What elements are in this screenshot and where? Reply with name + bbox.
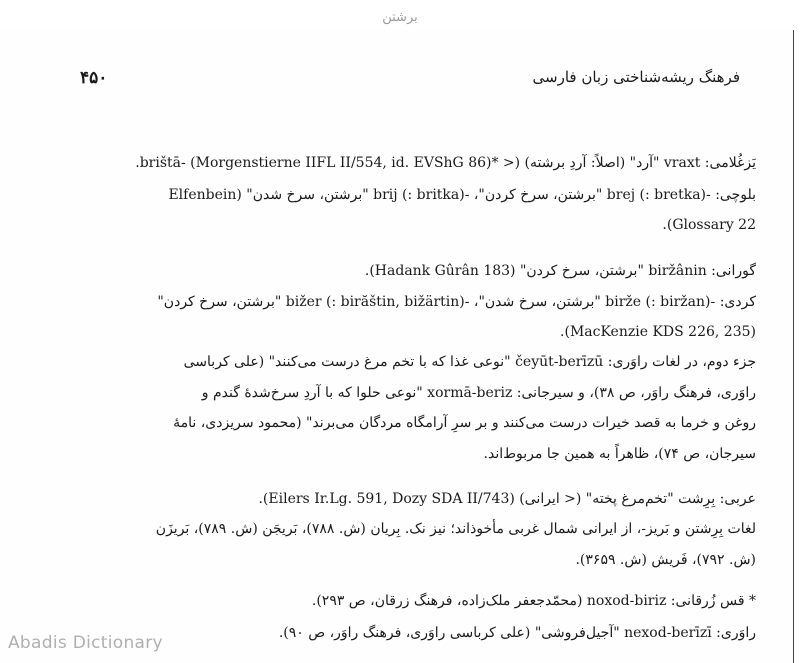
text-line: عربی: بِرِشت "تخم‌مرغ پخته" (< ایرانی) (Eilers Ir.Lg. 591, Dozy SDA II/743). [258, 491, 756, 507]
text-line: راوَری: nexod-berīzī "آجیل‌فروشی" (علی کرباسی راوَری، فرهنگ راوَر، ص ۹۰). [278, 625, 756, 641]
text-line: * قس زُرقانی: noxod-biriz (محمّدجعفر ملک‌زاده، فرهنگ زرقان، ص ۲۹۳). [311, 593, 756, 609]
text-line: سیرجان، ص ۷۴)، ظاهراً به همین جا مربوط‌اند. [483, 446, 756, 462]
watermark: Abadis Dictionary [8, 633, 163, 653]
text-line: راوَری، فرهنگ راوَر، ص ۳۸)، و سیرجانی: xormā-beriz "نوعی حلوا که با آردِ سرخ‌شدهٔ گندم و [201, 385, 756, 401]
running-title: فرهنگ ریشه‌شناختی زبان فارسی [532, 68, 740, 86]
page-number: ۴۵۰ [80, 68, 108, 88]
text-line: لغات بِرِشتن و بَریز-، از ایرانی شمال غربی مأخوذاند؛ نیز نک. بِریان (ش. ۷۸۸)، بَریجَن (ش. ۷۸۹)، بَریزَن [155, 521, 756, 537]
text-line: گورانی: biržânin "برشتن، سرخ کردن" (Hadank Gûrân 183). [364, 263, 756, 279]
text-line: جزء دوم، در لغات راوَری: čeyūt-berīzū "نوعی غذا که با تخم مرغ درست می‌کنند" (علی کرباسی [183, 354, 756, 370]
text-line: (ش. ۷۹۲)، فَریش (ش. ۳۶۵۹). [575, 552, 756, 568]
page-edge-line [793, 30, 794, 663]
text-line: یَزغُلامی: vraxt "آرد" (اصلاً: آردِ برشته) (< *brištā- (Morgenstierne IIFL II/554, id. EVShG 86). [135, 155, 756, 171]
text-line: (MacKenzie KDS 226, 235). [560, 324, 756, 340]
text-line: Glossary 22). [662, 217, 756, 233]
page-heading-word: برشتن [382, 10, 418, 25]
text-line: کردی: -birže (: biržan) "برشتن، سرخ شدن"، -bižer (: birăštin, bižärtin) "برشتن، سرخ کردن" [157, 294, 756, 310]
text-line: روغن و خرما به قصد خیرات درست می‌کنند و بر سرِ آرامگاه مردگان می‌برند" (محمود سریزدی، نامهٔ [173, 415, 756, 431]
text-line: بلوچی: -brej (: bretka) "برشتن، سرخ کردن"، -brij (: britka) "برشتن، سرخ شدن" (Elfenbein [168, 187, 756, 203]
page-header [80, 68, 740, 98]
